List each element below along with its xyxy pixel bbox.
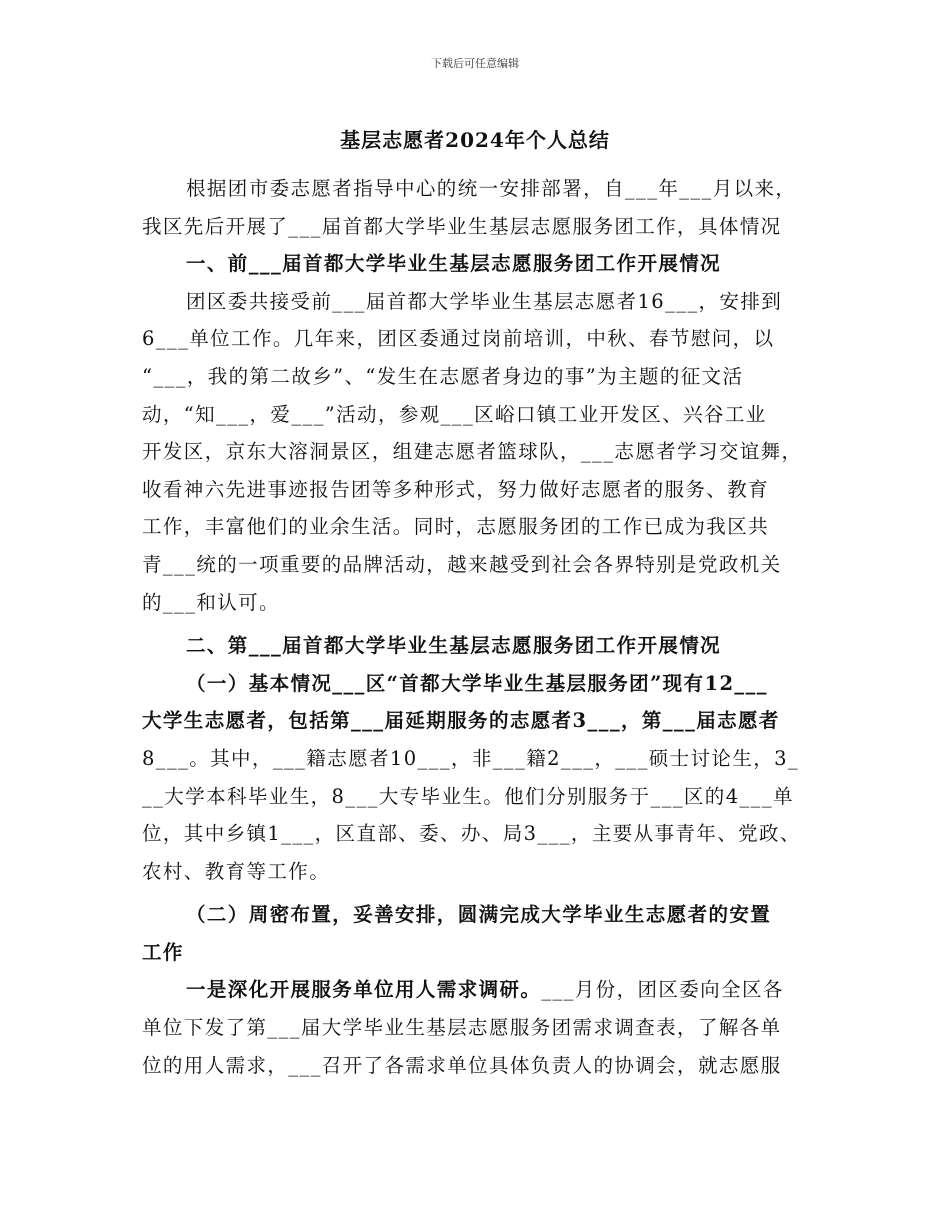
text-line: 根据团市委志愿者指导中心的统一安排部署，自___年___月以来，: [186, 177, 797, 200]
heading-line: （一）基本情况___区“首都大学毕业生基层服务团”现有12___: [186, 671, 768, 695]
header-note: 下载后可任意编辑: [431, 57, 519, 70]
inline-bold-text: 一是深化开展服务单位用人需求调研。: [186, 978, 542, 1002]
text-line: 我区先后开展了___届首都大学毕业生基层志愿服务团工作，具体情况: [142, 214, 782, 238]
text-line: 8___。其中，___籍志愿者10___，非___籍2___，___硕士讨论生，3_: [142, 746, 800, 770]
text-line: 位的用人需求，___召开了各需求单位具体负责人的协调会，就志愿服: [142, 1053, 782, 1077]
text-line: 单位下发了第___届大学毕业生基层志愿服务团需求调查表，了解各单: [142, 1016, 782, 1040]
text-line: 团区委共接受前___届首都大学毕业生基层志愿者16___，安排到: [186, 289, 783, 313]
text-line: 6___单位工作。几年来，团区委通过岗前培训，中秋、春节慰问，以: [142, 327, 775, 351]
text-line: 工作，丰富他们的业余生活。同时，志愿服务团的工作已成为我区共: [142, 515, 770, 539]
text-line: 位，其中乡镇1___，区直部、委、办、局3___，主要从事青年、党政、: [142, 822, 801, 846]
heading-line: 一、前___届首都大学毕业生基层志愿服务团工作开展情况: [186, 252, 722, 276]
heading-line: （二）周密布置，妥善安排，圆满完成大学毕业生志愿者的安置: [186, 903, 772, 927]
document-body: [142, 170, 812, 1084]
text-line: 农村、教育等工作。: [142, 859, 331, 883]
text-line: 收看神六先进事迹报告团等多种形式，努力做好志愿者的服务、教育: [142, 477, 770, 501]
heading-line: 二、第___届首都大学毕业生基层志愿服务团工作开展情况: [186, 634, 722, 658]
text-line: __大学本科毕业生，8___大专毕业生。他们分别服务于___区的4___单: [142, 784, 794, 808]
text-line: [142, 971, 812, 1009]
text-line: “___，我的第二故乡”、“发生在志愿者身边的事”为主题的征文活: [142, 364, 744, 388]
document-title: 基层志愿者2024年个人总结: [340, 128, 610, 152]
text-line: 的___和认可。: [142, 590, 280, 614]
text-line: 开发区，京东大溶洞景区，组建志愿者篮球队，___志愿者学习交谊舞，: [142, 440, 803, 464]
text-line: 青___统的一项重要的品牌活动，越来越受到社会各界特别是党政机关: [142, 552, 782, 576]
heading-line: 大学生志愿者，包括第___届延期服务的志愿者3___，第___届志愿者: [142, 709, 780, 733]
inline-text: ___月份，团区委向全区各: [541, 978, 784, 1002]
heading-line: 工作: [142, 940, 184, 964]
text-line: 动，“知___，爱___”活动，参观___区峪口镇工业开发区、兴谷工业: [142, 402, 767, 426]
